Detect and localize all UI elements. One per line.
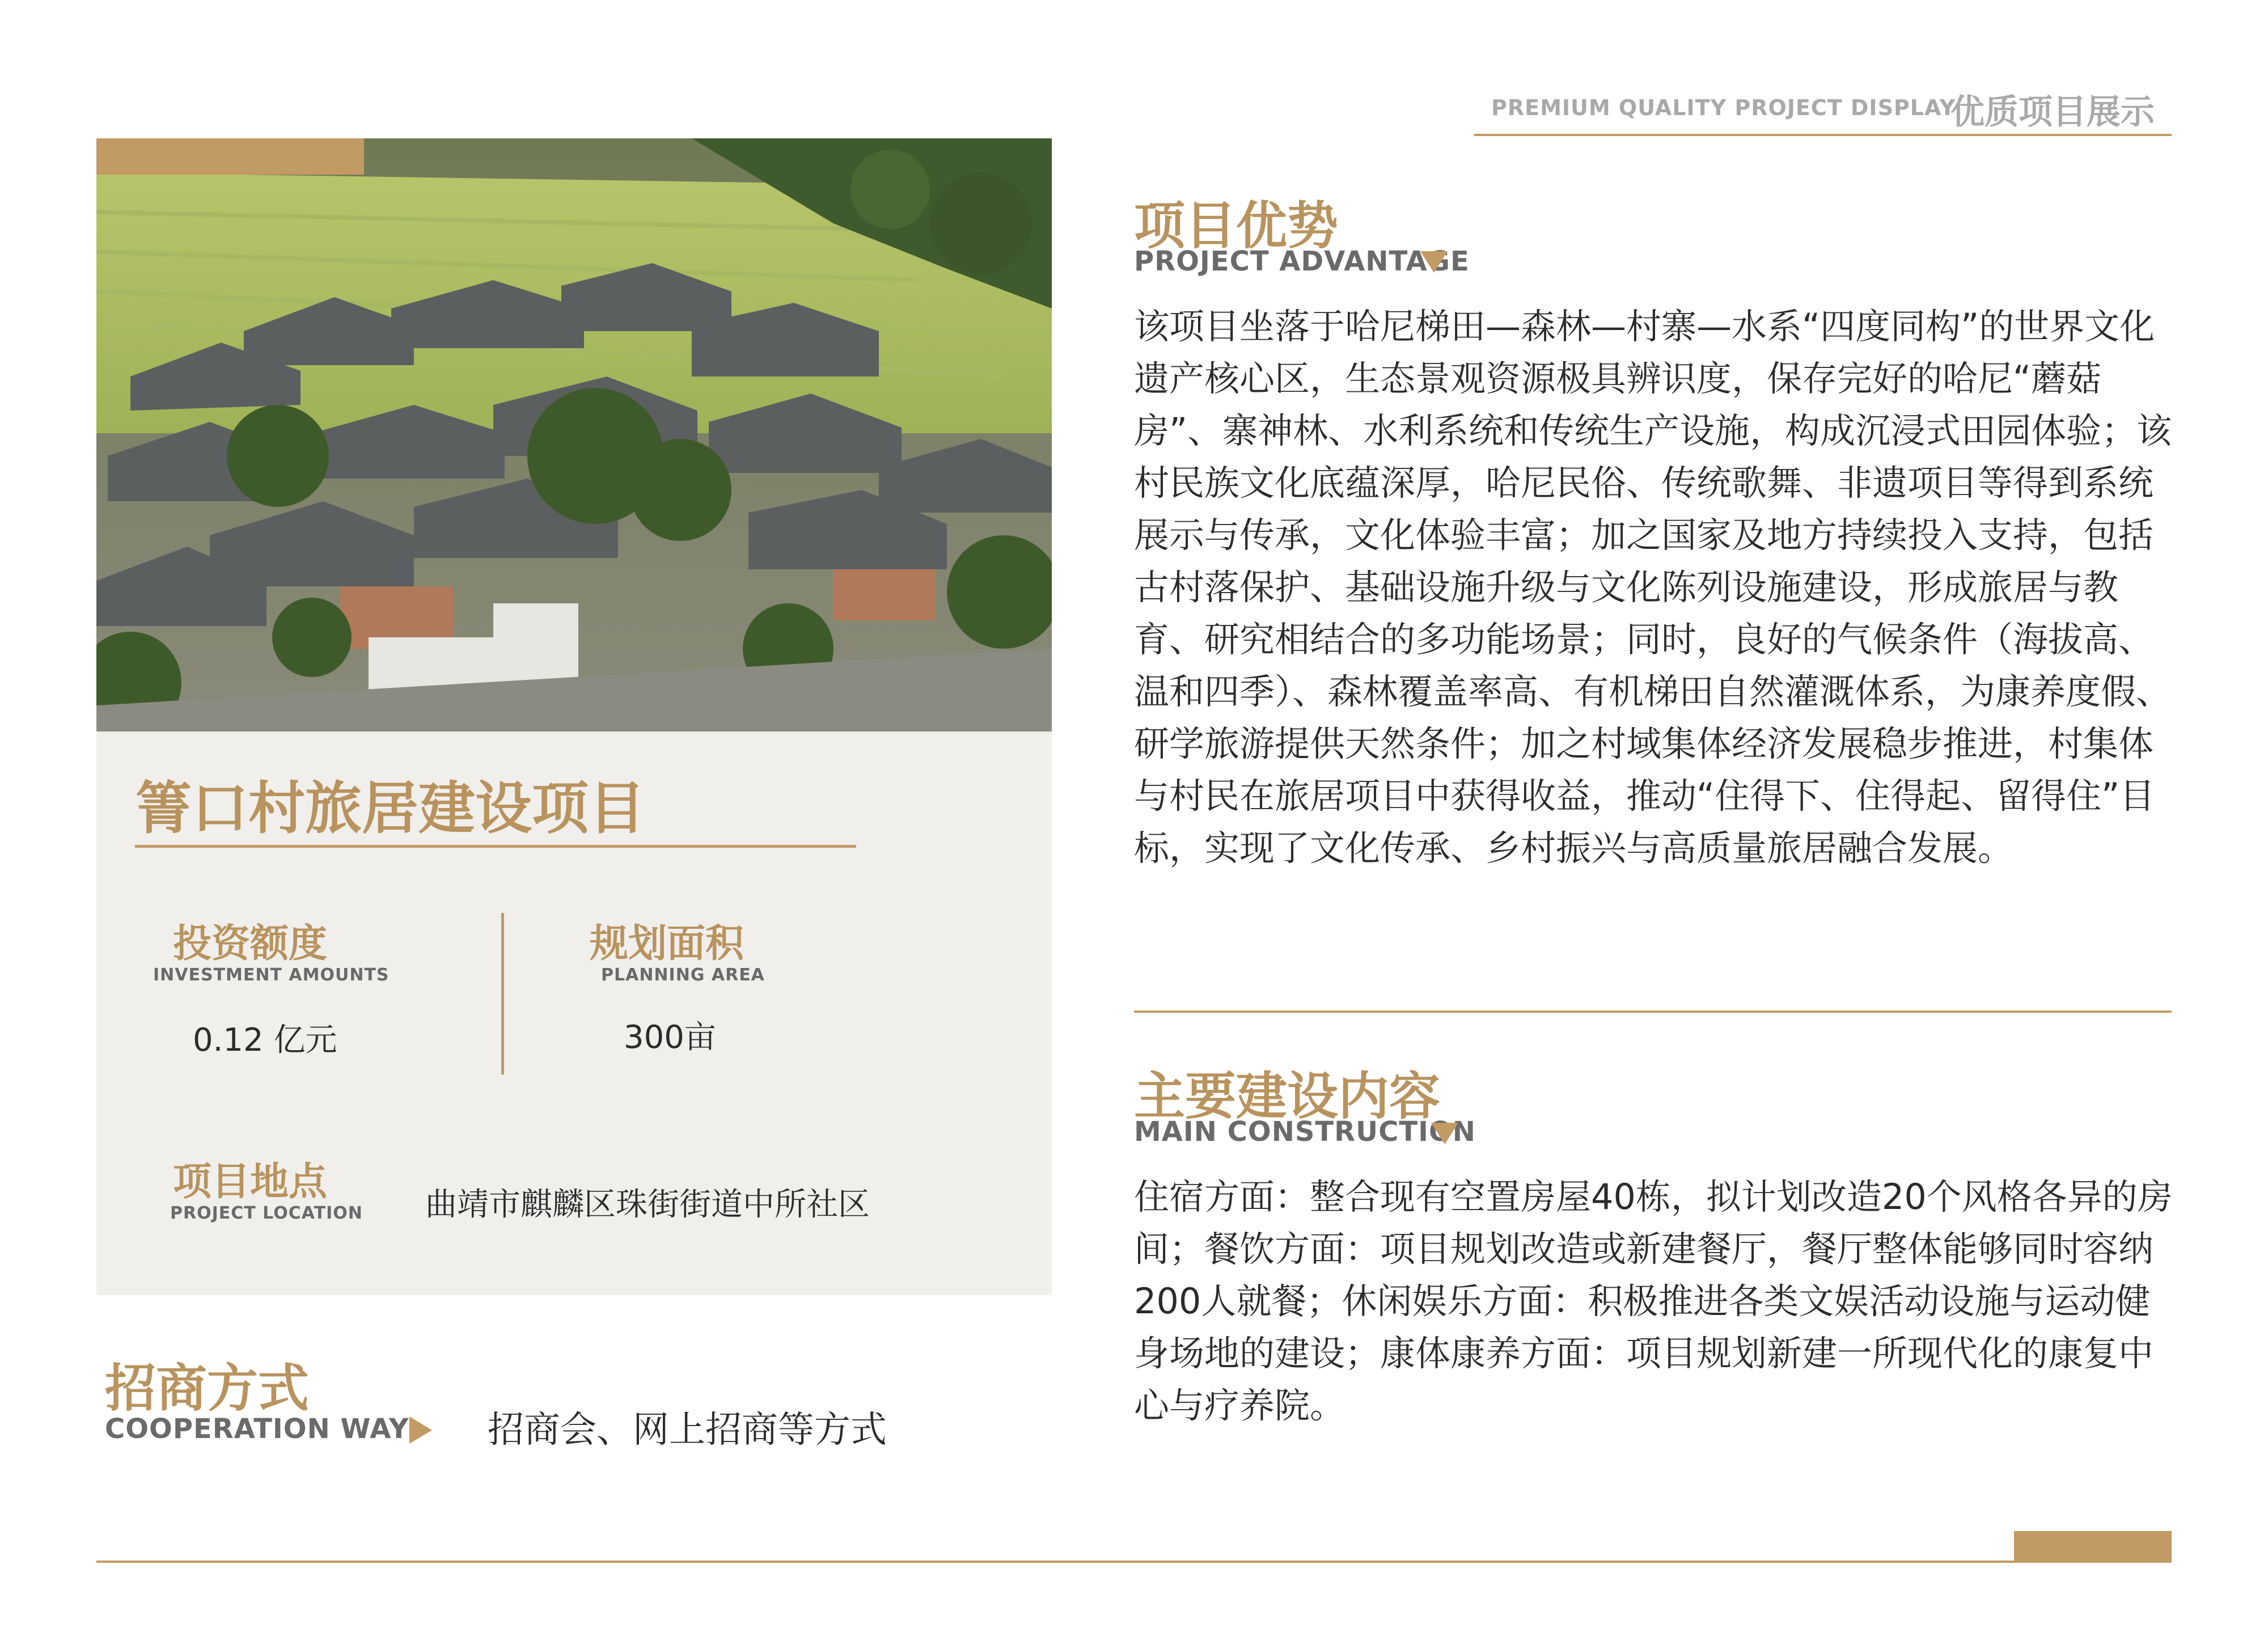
footer-line — [96, 1561, 2172, 1563]
advantage-title-en: PROJECT ADVANTAGE — [1134, 246, 1470, 277]
project-title-underline — [135, 845, 856, 848]
investment-label-en: INVESTMENT AMOUNTS — [153, 965, 390, 985]
stats-divider — [501, 913, 504, 1075]
cooperation-value: 招商会、网上招商等方式 — [488, 1409, 887, 1451]
investment-label: 投资额度 — [173, 921, 328, 966]
down-triangle-icon — [1420, 251, 1448, 273]
header-underline — [1474, 134, 2172, 136]
photo-corner-tab — [96, 138, 364, 175]
location-label: 项目地点 — [173, 1160, 328, 1204]
header-english-title: PREMIUM QUALITY PROJECT DISPLAY — [1491, 95, 1956, 120]
planning-area-label: 规划面积 — [590, 921, 744, 966]
footer-block — [2014, 1531, 2172, 1561]
cooperation-title: 招商方式 — [105, 1359, 309, 1418]
project-title: 箐口村旅居建设项目 — [135, 775, 645, 842]
header-chinese-title: 优质项目展示 — [1950, 92, 2155, 132]
construction-title-en: MAIN CONSTRUCTION — [1134, 1116, 1476, 1148]
planning-area-value: 300亩 — [624, 1019, 716, 1056]
construction-paragraph: 住宿方面：整合现有空置房屋40栋，拟计划改造20个风格各异的房间；餐饮方面：项目规划改造或新建餐厅，餐厅整体能够同时容纳200人就餐；休闲娱乐方面：积极推进各类文娱活动设施与运动健身场地的建设；康体康养方面：项目规划新建一所现代化的康复中心与疗养院。 — [1134, 1176, 2173, 1426]
advantage-paragraph: 该项目坐落于哈尼梯田—森林—村寨—水系“四度同构”的世界文化遗产核心区，生态景观资源极具辨识度，保存完好的哈尼“蘑菇房”、寨神林、水利系统和传统生产设施，构成沉浸式田园体验；该村民族文化底蕴深厚，哈尼民俗、传统歌舞、非遗项目等得到系统展示与传承，文化体验丰富；加之国家及地方持续投入支持，包括古村落保护、基础设施升级与文化陈列设施建设，形成旅居与教育、研究相结合的多功能场景；同时，良好的气候条件（海拔高、温和四季）、森林覆盖率高、有机梯田自然灌溉体系，为康养度假、研学旅游提供天然条件；加之村域集体经济发展稳步推进，村集体与村民在旅居项目中获得收益，推动“住得下、住得起、留得住”目标，实现了文化传承、乡村振兴与高质量旅居融合发展。 — [1134, 306, 2172, 869]
cooperation-title-en: COOPERATION WAY — [105, 1413, 409, 1445]
investment-value: 0.12 亿元 — [193, 1022, 337, 1059]
construction-title: 主要建设内容 — [1134, 1067, 1440, 1126]
section-divider — [1134, 1010, 2172, 1013]
advantage-title: 项目优势 — [1134, 196, 1338, 256]
down-triangle-icon — [1431, 1123, 1458, 1144]
village-photo — [96, 138, 1052, 731]
location-label-en: PROJECT LOCATION — [170, 1203, 363, 1223]
location-value: 曲靖市麒麟区珠街街道中所社区 — [425, 1186, 870, 1223]
right-arrow-icon — [409, 1416, 432, 1444]
planning-area-label-en: PLANNING AREA — [601, 965, 765, 985]
